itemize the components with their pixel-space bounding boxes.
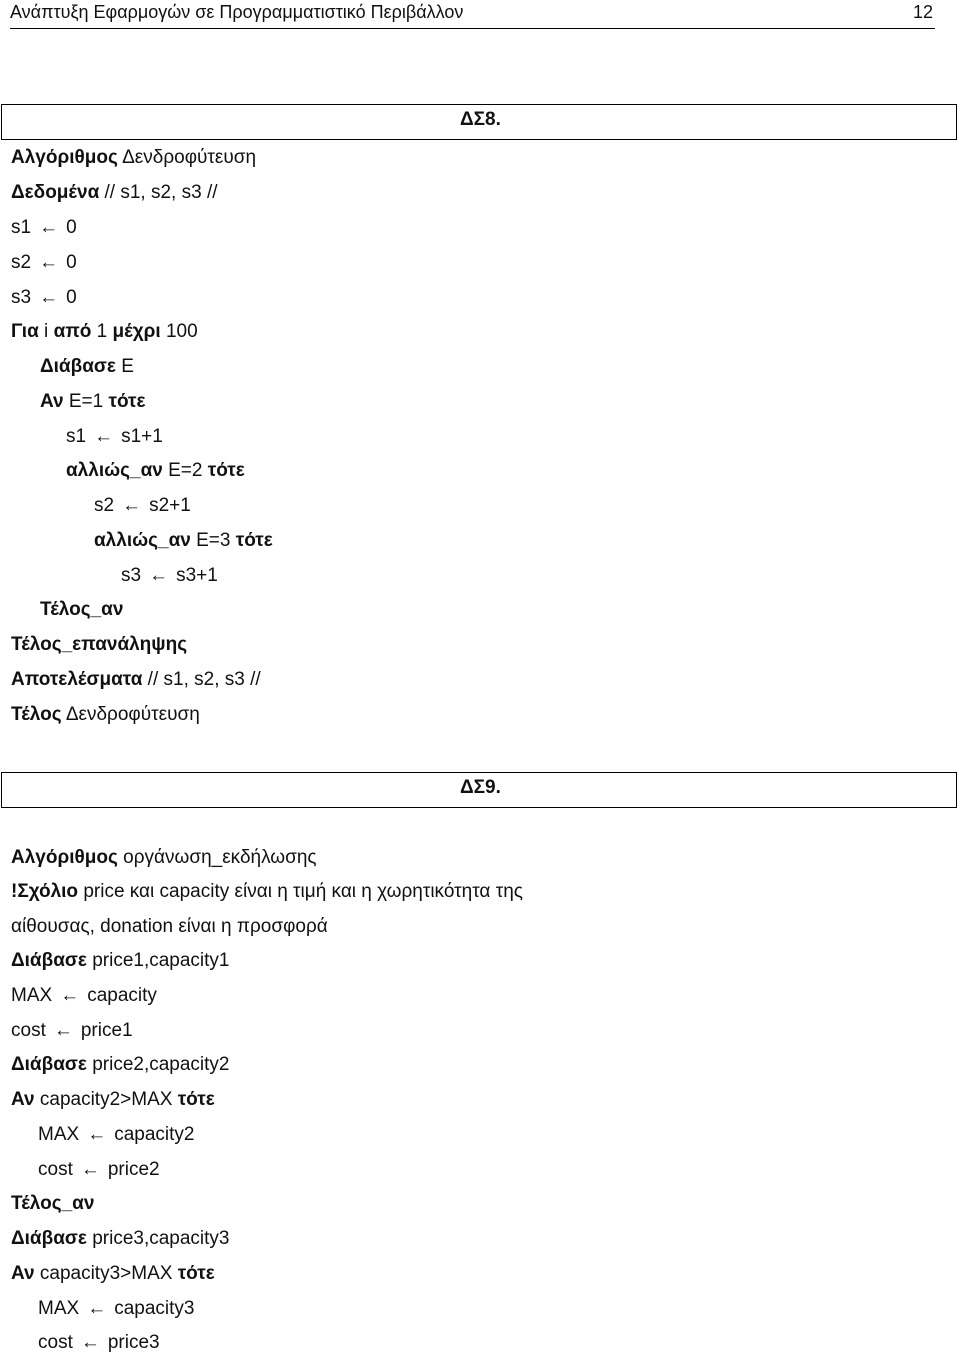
code-line: s1 ← s1+1 [66,426,163,447]
code-line: Τέλος_αν [11,1193,95,1214]
code-line: Τέλος_αν [40,599,124,620]
code-line: cost ← price1 [11,1020,133,1041]
left-arrow-icon: ← [39,217,59,238]
section-header-box-8 [1,104,957,140]
left-arrow-icon: ← [122,495,142,516]
section-header-box-9 [1,772,957,808]
code-line: s3 ← 0 [11,287,77,308]
code-line: αλλιώς_αν Ε=2 τότε [66,460,245,481]
code-line: s2 ← s2+1 [94,495,191,516]
code-line: αλλιώς_αν Ε=3 τότε [94,530,273,551]
code-line: MAX ← capacity2 [38,1124,195,1145]
code-line: Διάβασε price3,capacity3 [11,1228,230,1249]
code-line: MAX ← capacity [11,985,157,1006]
code-line: MAX ← capacity3 [38,1298,195,1319]
left-arrow-icon: ← [87,1124,107,1145]
code-line: Τέλος_επανάληψης [11,634,188,655]
code-line: !Σχόλιο price και capacity είναι η τιμή και η χωρητικότητα της [11,881,523,902]
left-arrow-icon: ← [53,1020,73,1041]
left-arrow-icon: ← [80,1332,100,1353]
code-line: αίθουσας, donation είναι η προσφορά [11,916,328,937]
left-arrow-icon: ← [80,1159,100,1180]
code-line: Αν Ε=1 τότε [40,391,146,412]
left-arrow-icon: ← [60,985,80,1006]
code-line: Διάβασε price1,capacity1 [11,950,230,971]
code-line: s3 ← s3+1 [121,565,218,586]
code-line: Τέλος Δενδροφύτευση [11,704,200,725]
section-label: ΔΣ8. [460,109,501,130]
page-header [10,0,935,29]
code-line: Αν capacity2>MAX τότε [11,1089,215,1110]
code-line: Δεδομένα // s1, s2, s3 // [11,182,218,203]
code-line: cost ← price2 [38,1159,160,1180]
code-line: Αν capacity3>MAX τότε [11,1263,215,1284]
left-arrow-icon: ← [39,287,59,308]
left-arrow-icon: ← [39,252,59,273]
code-line: s2 ← 0 [11,252,77,273]
code-line: Για i από 1 μέχρι 100 [11,321,198,342]
code-line: Διάβασε price2,capacity2 [11,1054,230,1075]
document-title: Ανάπτυξη Εφαρμογών σε Προγραμματιστικό Περιβάλλον [10,2,464,22]
left-arrow-icon: ← [94,426,114,447]
code-line: Αλγόριθμος Δενδροφύτευση [11,147,257,168]
code-line: Διάβασε Ε [40,356,134,377]
page-number: 12 [912,2,933,22]
left-arrow-icon: ← [87,1298,107,1319]
code-line: cost ← price3 [38,1332,160,1353]
code-line: s1 ← 0 [11,217,77,238]
code-line: Αλγόριθμος οργάνωση_εκδήλωσης [11,847,317,868]
code-line: Αποτελέσματα // s1, s2, s3 // [11,669,261,690]
left-arrow-icon: ← [149,565,169,586]
section-label: ΔΣ9. [460,777,501,798]
